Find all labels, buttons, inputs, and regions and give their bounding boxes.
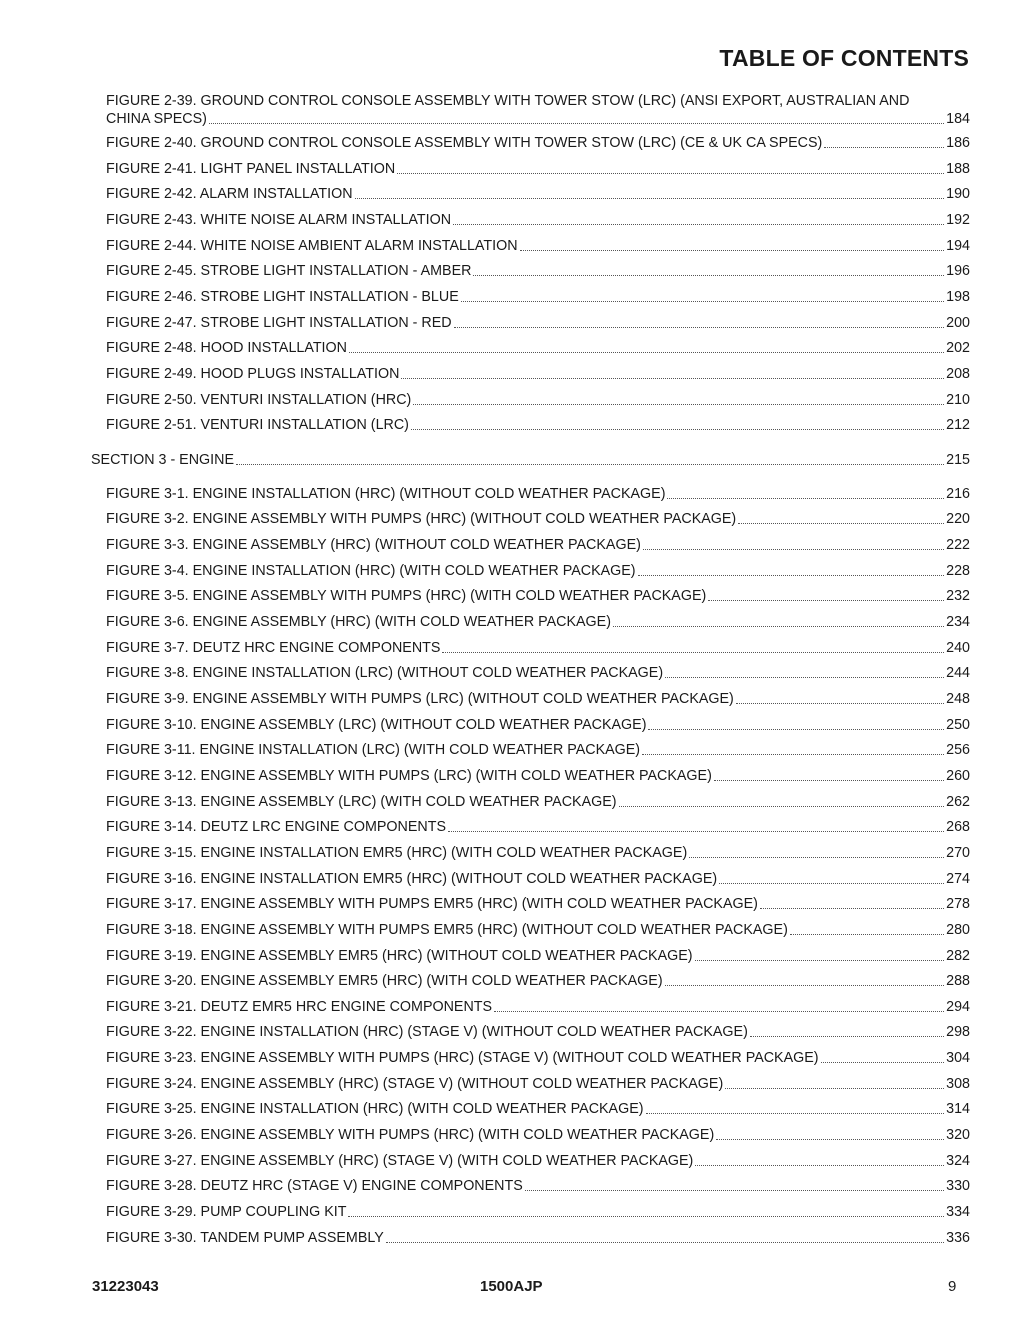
dot-leader <box>209 122 944 124</box>
toc-entry[interactable] <box>106 870 970 888</box>
toc-entry[interactable] <box>106 1177 970 1195</box>
toc-entry[interactable] <box>106 510 970 528</box>
page-number: 9 <box>948 1278 957 1295</box>
dot-leader <box>454 326 945 328</box>
toc-entry-page: 270 <box>946 844 970 861</box>
toc-entry-label: FIGURE 3-30. TANDEM PUMP ASSEMBLY <box>106 1229 384 1246</box>
toc-entry-page: 298 <box>946 1024 970 1041</box>
toc-entry-label: FIGURE 3-28. DEUTZ HRC (STAGE V) ENGINE COMPONENTS <box>106 1178 523 1195</box>
toc-entry[interactable] <box>106 211 970 229</box>
toc-entry-page: 216 <box>946 485 970 502</box>
toc-entry-page: 308 <box>946 1075 970 1092</box>
toc-entry-page: 256 <box>946 742 970 759</box>
toc-entry-page: 186 <box>946 135 970 151</box>
toc-entry-label: FIGURE 2-46. STROBE LIGHT INSTALLATION - BLUE <box>106 288 459 305</box>
toc-entry-label: SECTION 3 - ENGINE <box>91 451 234 468</box>
toc-entry[interactable] <box>106 365 970 383</box>
toc-entry-label: FIGURE 3-10. ENGINE ASSEMBLY (LRC) (WITHOUT COLD WEATHER PACKAGE) <box>106 716 647 733</box>
toc-entry-label: FIGURE 3-5. ENGINE ASSEMBLY WITH PUMPS (HRC) (WITH COLD WEATHER PACKAGE) <box>106 588 707 605</box>
dot-leader <box>736 702 944 704</box>
toc-entry-label-line2: CHINA SPECS) <box>106 111 207 127</box>
toc-entry[interactable] <box>106 844 970 862</box>
toc-entry[interactable] <box>106 562 970 580</box>
toc-entry[interactable] <box>106 160 970 178</box>
toc-entry-label: FIGURE 3-15. ENGINE INSTALLATION EMR5 (HRC) (WITH COLD WEATHER PACKAGE) <box>106 844 688 861</box>
dot-leader <box>461 300 944 302</box>
toc-entry-label: FIGURE 3-27. ENGINE ASSEMBLY (HRC) (STAGE V) (WITH COLD WEATHER PACKAGE) <box>106 1152 694 1169</box>
document-number: 31223043 <box>92 1278 159 1295</box>
toc-entry[interactable] <box>106 767 970 785</box>
toc-entry-figure-2-39[interactable] <box>106 92 970 128</box>
toc-entry-label: FIGURE 2-45. STROBE LIGHT INSTALLATION - AMBER <box>106 263 472 280</box>
dot-leader <box>494 1010 944 1012</box>
toc-entry-page: 200 <box>946 314 970 331</box>
toc-entry[interactable] <box>106 314 970 332</box>
dot-leader <box>695 1164 944 1166</box>
dot-leader <box>613 625 944 627</box>
toc-entry-page: 210 <box>946 391 970 408</box>
toc-entry[interactable] <box>106 288 970 306</box>
toc-entry-label: FIGURE 2-43. WHITE NOISE ALARM INSTALLATION <box>106 211 452 228</box>
dot-leader <box>411 428 944 430</box>
toc-entry-page: 282 <box>946 947 970 964</box>
toc-entry-label: FIGURE 3-23. ENGINE ASSEMBLY WITH PUMPS (HRC) (STAGE V) (WITHOUT COLD WEATHER PACKAGE) <box>106 1050 819 1067</box>
dot-leader <box>525 1189 944 1191</box>
toc-entry[interactable] <box>106 1126 970 1144</box>
toc-entry-label: FIGURE 3-3. ENGINE ASSEMBLY (HRC) (WITHOUT COLD WEATHER PACKAGE) <box>106 537 641 554</box>
toc-entry[interactable] <box>106 818 970 836</box>
toc-entry-label: FIGURE 2-41. LIGHT PANEL INSTALLATION <box>106 160 396 177</box>
toc-entry[interactable] <box>106 587 970 605</box>
dot-leader <box>355 197 945 199</box>
toc-entry-label: FIGURE 3-29. PUMP COUPLING KIT <box>106 1204 347 1220</box>
dot-leader <box>473 274 944 276</box>
toc-entry-page: 330 <box>946 1178 970 1195</box>
toc-entry-page: 188 <box>946 160 970 177</box>
toc-entry-page: 250 <box>946 716 970 733</box>
dot-leader <box>442 651 944 653</box>
toc-entry-label: FIGURE 3-7. DEUTZ HRC ENGINE COMPONENTS <box>106 639 441 656</box>
dot-leader <box>750 1035 944 1037</box>
toc-entry-page: 248 <box>946 691 970 707</box>
toc-entry[interactable] <box>106 793 970 811</box>
toc-entry[interactable] <box>106 237 970 255</box>
dot-leader <box>695 959 945 961</box>
toc-entry-label: FIGURE 3-17. ENGINE ASSEMBLY WITH PUMPS EMR5 (HRC) (WITH COLD WEATHER PACKAGE) <box>106 896 758 913</box>
toc-entry-label: FIGURE 3-14. DEUTZ LRC ENGINE COMPONENTS <box>106 819 446 836</box>
toc-entry-page: 334 <box>946 1204 970 1220</box>
dot-leader <box>716 1138 944 1140</box>
toc-entry-page: 192 <box>946 211 970 228</box>
toc-entry[interactable] <box>106 1100 970 1118</box>
toc-entry-page: 194 <box>946 237 970 254</box>
toc-entry-page: 244 <box>946 665 970 682</box>
toc-entry-page: 262 <box>946 793 970 810</box>
toc-entry-page: 208 <box>946 365 970 382</box>
toc-entry-page: 314 <box>946 1101 970 1118</box>
dot-leader <box>448 830 944 832</box>
toc-entry-label: FIGURE 3-21. DEUTZ EMR5 HRC ENGINE COMPONENTS <box>106 998 493 1015</box>
toc-entry-label: FIGURE 3-24. ENGINE ASSEMBLY (HRC) (STAGE V) (WITHOUT COLD WEATHER PACKAGE) <box>106 1075 724 1092</box>
dot-leader <box>348 1215 944 1217</box>
toc-entry-page: 280 <box>946 921 970 938</box>
toc-entry-label: FIGURE 3-13. ENGINE ASSEMBLY (LRC) (WITH COLD WEATHER PACKAGE) <box>106 793 617 810</box>
toc-entry-page: 304 <box>946 1050 970 1067</box>
dot-leader <box>824 146 944 148</box>
toc-entry-label: FIGURE 3-20. ENGINE ASSEMBLY EMR5 (HRC) (WITH COLD WEATHER PACKAGE) <box>106 973 663 990</box>
toc-entry-page: 260 <box>946 767 970 784</box>
toc-entry-label: FIGURE 3-6. ENGINE ASSEMBLY (HRC) (WITH COLD WEATHER PACKAGE) <box>106 614 611 631</box>
toc-entry[interactable] <box>106 1075 970 1093</box>
toc-entry[interactable] <box>106 416 970 434</box>
dot-leader <box>790 933 944 935</box>
dot-leader <box>520 249 945 251</box>
toc-entry-label: FIGURE 2-48. HOOD INSTALLATION <box>106 340 347 357</box>
toc-section-entry[interactable] <box>91 451 970 469</box>
model-name: 1500AJP <box>480 1278 543 1295</box>
toc-entry-label: FIGURE 2-44. WHITE NOISE AMBIENT ALARM INSTALLATION <box>106 237 518 254</box>
toc-entry-label: FIGURE 3-22. ENGINE INSTALLATION (HRC) (STAGE V) (WITHOUT COLD WEATHER PACKAGE) <box>106 1024 748 1041</box>
toc-entry[interactable] <box>106 895 970 913</box>
dot-leader <box>689 856 944 858</box>
toc-entry-label: FIGURE 2-50. VENTURI INSTALLATION (HRC) <box>106 391 412 408</box>
toc-entry[interactable] <box>106 741 970 759</box>
dot-leader <box>708 599 944 601</box>
toc-entry[interactable] <box>106 1023 970 1041</box>
toc-entry-label: FIGURE 2-42. ALARM INSTALLATION <box>106 186 353 203</box>
dot-leader <box>714 779 944 781</box>
toc-entry-page: 278 <box>946 896 970 913</box>
dot-leader <box>665 984 945 986</box>
toc-entry[interactable] <box>106 485 970 503</box>
toc-entry-page: 234 <box>946 614 970 631</box>
toc-entry[interactable] <box>106 998 970 1016</box>
dot-leader <box>665 676 944 678</box>
toc-entry-label: FIGURE 2-40. GROUND CONTROL CONSOLE ASSEMBLY WITH TOWER STOW (LRC) (CE & UK CA SPECS) <box>106 135 823 151</box>
dot-leader <box>642 753 944 755</box>
dot-leader <box>386 1241 944 1243</box>
toc-entry[interactable] <box>106 690 970 708</box>
dot-leader <box>413 403 944 405</box>
dot-leader <box>646 1112 945 1114</box>
toc-entry[interactable] <box>106 947 970 965</box>
toc-entry-page: 240 <box>946 639 970 656</box>
toc-entry-page: 288 <box>946 973 970 990</box>
dot-leader <box>643 548 944 550</box>
toc-entry-page: 274 <box>946 870 970 887</box>
toc-entry-page: 232 <box>946 588 970 605</box>
toc-entry-page: 320 <box>946 1127 970 1144</box>
toc-entry[interactable] <box>106 613 970 631</box>
toc-entry-label: FIGURE 3-18. ENGINE ASSEMBLY WITH PUMPS EMR5 (HRC) (WITHOUT COLD WEATHER PACKAGE) <box>106 921 788 938</box>
toc-entry-page: 190 <box>946 186 970 203</box>
toc-entry-page: 228 <box>946 562 970 579</box>
dot-leader <box>725 1087 944 1089</box>
toc-entry-label: FIGURE 3-1. ENGINE INSTALLATION (HRC) (WITHOUT COLD WEATHER PACKAGE) <box>106 485 666 502</box>
toc-entry[interactable] <box>106 1152 970 1170</box>
toc-entry-label: FIGURE 2-49. HOOD PLUGS INSTALLATION <box>106 365 400 382</box>
toc-entry[interactable] <box>106 1203 970 1221</box>
dot-leader <box>638 574 945 576</box>
toc-entry-label: FIGURE 3-8. ENGINE INSTALLATION (LRC) (WITHOUT COLD WEATHER PACKAGE) <box>106 665 664 682</box>
dot-leader <box>667 497 944 499</box>
toc-entry[interactable] <box>106 921 970 939</box>
toc-entry-label: FIGURE 3-12. ENGINE ASSEMBLY WITH PUMPS (LRC) (WITH COLD WEATHER PACKAGE) <box>106 767 712 784</box>
toc-entry-label-line1: FIGURE 2-39. GROUND CONTROL CONSOLE ASSEMBLY WITH TOWER STOW (LRC) (ANSI EXPORT, AUSTRALIAN AND <box>106 93 910 109</box>
toc-entry-page: 198 <box>946 288 970 305</box>
toc-entry-label: FIGURE 2-47. STROBE LIGHT INSTALLATION - RED <box>106 314 452 331</box>
toc-entry[interactable] <box>106 639 970 657</box>
toc-entry-label: FIGURE 3-16. ENGINE INSTALLATION EMR5 (HRC) (WITHOUT COLD WEATHER PACKAGE) <box>106 870 718 887</box>
dot-leader <box>453 223 944 225</box>
page-title: TABLE OF CONTENTS <box>719 45 969 71</box>
dot-leader <box>401 377 944 379</box>
toc-entry[interactable] <box>106 972 970 990</box>
toc-entry[interactable] <box>106 536 970 554</box>
toc-entry[interactable] <box>106 664 970 682</box>
toc-entry-page: 336 <box>946 1229 970 1246</box>
toc-entry[interactable] <box>106 391 970 409</box>
toc-entry-page: 294 <box>946 998 970 1015</box>
toc-entry-page: 324 <box>946 1152 970 1169</box>
toc-entry-label: FIGURE 3-26. ENGINE ASSEMBLY WITH PUMPS (HRC) (WITH COLD WEATHER PACKAGE) <box>106 1127 715 1144</box>
toc-entry[interactable] <box>106 1049 970 1067</box>
dot-leader <box>349 351 944 353</box>
dot-leader <box>619 805 945 807</box>
toc-entry-page: 215 <box>946 451 970 468</box>
toc-entry-label: FIGURE 3-2. ENGINE ASSEMBLY WITH PUMPS (HRC) (WITHOUT COLD WEATHER PACKAGE) <box>106 511 737 528</box>
toc-entry-label: FIGURE 3-19. ENGINE ASSEMBLY EMR5 (HRC) (WITHOUT COLD WEATHER PACKAGE) <box>106 947 693 964</box>
dot-leader <box>821 1061 945 1063</box>
toc-entry-page: 196 <box>946 263 970 280</box>
toc-entry-label: FIGURE 3-9. ENGINE ASSEMBLY WITH PUMPS (LRC) (WITHOUT COLD WEATHER PACKAGE) <box>106 691 734 707</box>
toc-entry-page: 220 <box>946 511 970 528</box>
toc-entry-page: 268 <box>946 819 970 836</box>
toc-entry[interactable] <box>106 339 970 357</box>
dot-leader <box>648 728 944 730</box>
toc-entry-label: FIGURE 3-11. ENGINE INSTALLATION (LRC) (WITH COLD WEATHER PACKAGE) <box>106 742 641 759</box>
toc-entry-page: 184 <box>946 111 970 127</box>
dot-leader <box>738 522 944 524</box>
dot-leader <box>397 172 944 174</box>
toc-entry-label: FIGURE 2-51. VENTURI INSTALLATION (LRC) <box>106 417 409 434</box>
toc-entry[interactable] <box>106 1229 970 1247</box>
toc-entry-label: FIGURE 3-25. ENGINE INSTALLATION (HRC) (WITH COLD WEATHER PACKAGE) <box>106 1101 644 1118</box>
toc-entry[interactable] <box>106 262 970 280</box>
dot-leader <box>760 907 944 909</box>
toc-entry-label: FIGURE 3-4. ENGINE INSTALLATION (HRC) (WITH COLD WEATHER PACKAGE) <box>106 562 636 579</box>
toc-entry-page: 202 <box>946 340 970 357</box>
toc-entry[interactable] <box>106 716 970 734</box>
dot-leader <box>236 463 944 465</box>
toc-entry-page: 222 <box>946 537 970 554</box>
dot-leader <box>719 882 944 884</box>
toc-entry[interactable] <box>106 134 970 152</box>
toc-entry[interactable] <box>106 185 970 203</box>
toc-entry-page: 212 <box>946 417 970 434</box>
